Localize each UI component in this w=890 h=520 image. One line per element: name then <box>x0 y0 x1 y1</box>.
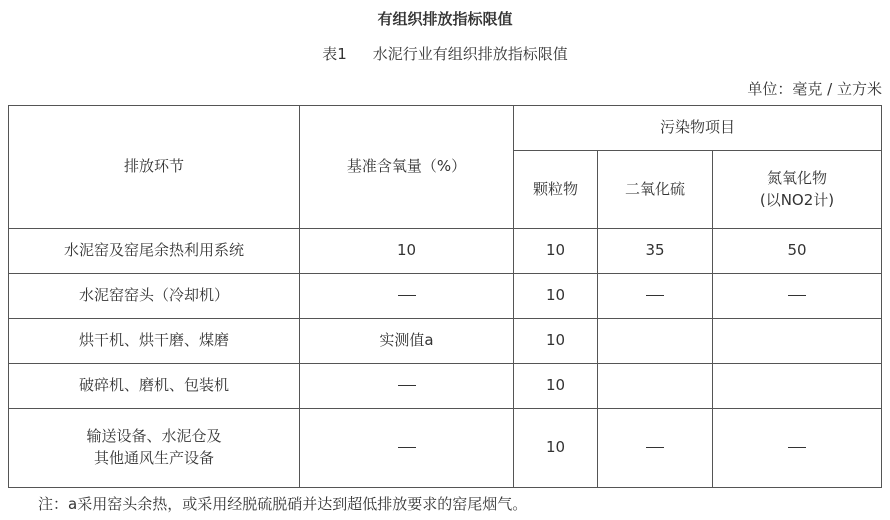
cell-so2: 35 <box>598 229 713 274</box>
cell-oxygen: 实测值a <box>300 319 514 364</box>
header-so2: 二氧化硫 <box>598 151 713 229</box>
cell-so2 <box>598 364 713 409</box>
dash-mark <box>646 447 664 448</box>
header-nox-line1: 氮氧化物 <box>767 168 828 187</box>
cell-oxygen: 10 <box>300 229 514 274</box>
header-section: 排放环节 <box>9 106 300 229</box>
table-caption-text: 水泥行业有组织排放指标限值 <box>372 45 568 63</box>
table-row <box>9 409 882 488</box>
table-number: 表1 <box>322 45 347 63</box>
cell-section: 烘干机、烘干磨、煤磨 <box>9 319 300 364</box>
cell-so2 <box>598 409 713 488</box>
cell-section-line1: 输送设备、水泥仓及 <box>86 427 222 446</box>
cell-oxygen <box>300 364 514 409</box>
table-row <box>9 229 882 274</box>
cell-nox <box>713 409 882 488</box>
header-nox-line2: (以NO2计) <box>759 190 835 209</box>
cell-nox <box>713 274 882 319</box>
header-particulate: 颗粒物 <box>514 151 598 229</box>
cell-section: 水泥窑及窑尾余热利用系统 <box>9 229 300 274</box>
cell-section: 水泥窑窑头（冷却机） <box>9 274 300 319</box>
table-row <box>9 274 882 319</box>
cell-particulate: 10 <box>514 409 598 488</box>
cell-particulate: 10 <box>514 364 598 409</box>
footnote: 注：a采用窑头余热，或采用经脱硫脱硝并达到超低排放要求的窑尾烟气。 <box>38 495 528 513</box>
dash-mark <box>788 295 806 296</box>
table-row <box>9 364 882 409</box>
cell-nox <box>713 319 882 364</box>
cell-particulate: 10 <box>514 229 598 274</box>
dash-mark <box>646 295 664 296</box>
cell-oxygen <box>300 409 514 488</box>
header-row-1 <box>9 106 882 151</box>
cell-section-line2: 其他通风生产设备 <box>93 449 214 467</box>
cell-section <box>9 409 300 488</box>
dash-mark <box>398 295 416 296</box>
header-pollutants: 污染物项目 <box>514 106 882 151</box>
header-oxygen: 基准含氧量（%） <box>300 106 514 229</box>
cell-particulate: 10 <box>514 274 598 319</box>
cell-so2 <box>598 274 713 319</box>
emission-limits-table <box>8 105 882 488</box>
page-title: 有组织排放指标限值 <box>377 10 513 28</box>
cell-nox <box>713 364 882 409</box>
dash-mark <box>788 447 806 448</box>
cell-section: 破碎机、磨机、包装机 <box>9 364 300 409</box>
table-caption <box>0 43 890 64</box>
cell-oxygen <box>300 274 514 319</box>
dash-mark <box>398 385 416 386</box>
cell-so2 <box>598 319 713 364</box>
cell-particulate: 10 <box>514 319 598 364</box>
cell-nox: 50 <box>713 229 882 274</box>
header-nox <box>713 151 882 229</box>
table-row <box>9 319 882 364</box>
dash-mark <box>398 447 416 448</box>
unit-label: 单位：毫克 / 立方米 <box>747 80 882 98</box>
